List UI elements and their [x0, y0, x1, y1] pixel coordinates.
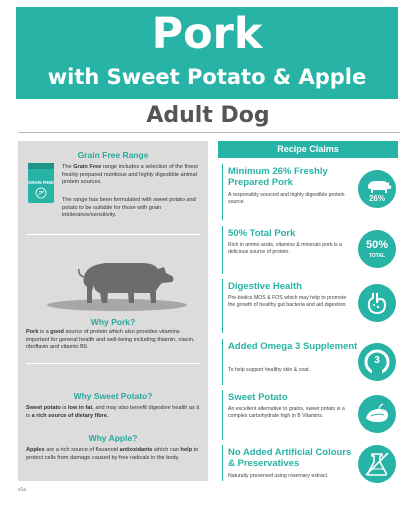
product-subtitle: with Sweet Potato & Apple [47, 65, 367, 89]
claim-title: No Added Artificial Colours & Preservatives [228, 447, 352, 469]
panel-divider [26, 234, 200, 235]
claim-title: 50% Total Pork [228, 228, 296, 239]
why-apple-text: Apples are a rich source of flavanoid antioxidants which can help to protect cells from damage caused by free radicals in the body. [26, 447, 199, 461]
omega-3-icon [358, 343, 396, 381]
no-artificial-icon [358, 445, 396, 483]
claim-fresh-pork [222, 164, 398, 220]
why-pork-heading: Why Pork? [90, 317, 136, 327]
food-bag-icon [26, 161, 56, 205]
claim-desc: Pre-biotics MOS & FOS which may help to promote the growth of healthy gut bacteria and aid digestion. [228, 295, 347, 309]
claim-desc: An excellent alternative to grains, sweet potato is a complex carbohydrate high in B Vitamins. [228, 406, 345, 420]
why-sweet-potato-heading: Why Sweet Potato? [73, 391, 153, 401]
version-code: v1a [18, 487, 27, 493]
grain-free-text-1: The Grain Free range includes a selection of the finest freshly prepared nutritious and highly digestible animal protein sources. [62, 164, 198, 186]
claim-sweet-potato [222, 390, 398, 440]
why-sweet-potato-text: Sweet potato is low in fat, and may also benefit digestive health as it is a rich source of dietary fibre. [26, 405, 200, 419]
why-pork-text: Pork is a good source of protein which also provides vitamins important for general health and well-being including thiamin, niacin, riboflavin and vitamin B6. [26, 329, 195, 351]
claim-desc: A responsibly sourced and highly digestible protein source. [228, 192, 345, 206]
info-panel [18, 141, 208, 481]
badge-value: 3 [374, 355, 380, 366]
recipe-claims-panel [218, 141, 398, 481]
badge-value: 26% [368, 194, 385, 203]
divider [18, 132, 400, 133]
product-title: Pork [151, 9, 263, 59]
claim-desc: Naturally preserved using rosemary extract. [228, 473, 329, 479]
why-apple-heading: Why Apple? [88, 433, 138, 443]
stomach-icon [358, 284, 396, 322]
claim-title: Minimum 26% Freshly Prepared Pork [228, 166, 328, 188]
claim-total-pork [222, 226, 398, 274]
recipe-claims-heading: Recipe Claims [218, 141, 398, 158]
life-stage-heading: Adult Dog [146, 103, 270, 128]
claim-desc: To help support healthy skin & coat. [228, 367, 310, 373]
claim-title: Added Omega 3 Supplement [228, 341, 358, 352]
badge-subtext: TOTAL [368, 253, 386, 259]
badge-value: 50% [365, 239, 389, 251]
claim-title: Digestive Health [228, 281, 302, 292]
pig-icon [358, 170, 396, 208]
grain-free-heading: Grain Free Range [77, 150, 149, 160]
claim-no-artificial [222, 445, 398, 481]
claim-desc: Rich in amino acids, vitamins & minerals pork is a delicious source of protein. [228, 242, 342, 256]
sweet-potato-icon [358, 395, 396, 433]
total-percent-icon [358, 230, 396, 268]
panel-divider [26, 363, 200, 364]
title-banner [16, 7, 398, 99]
grain-free-text-2: The range has been formulated with sweet potato and potato to be suitable for those with grain intolerance/sensitivity. [62, 197, 196, 219]
pig-silhouette [42, 249, 192, 313]
claim-title: Sweet Potato [228, 392, 288, 403]
claim-digestive-health [222, 279, 398, 333]
bag-label: GRAIN FREE [28, 180, 54, 185]
claim-omega-3 [222, 339, 398, 385]
